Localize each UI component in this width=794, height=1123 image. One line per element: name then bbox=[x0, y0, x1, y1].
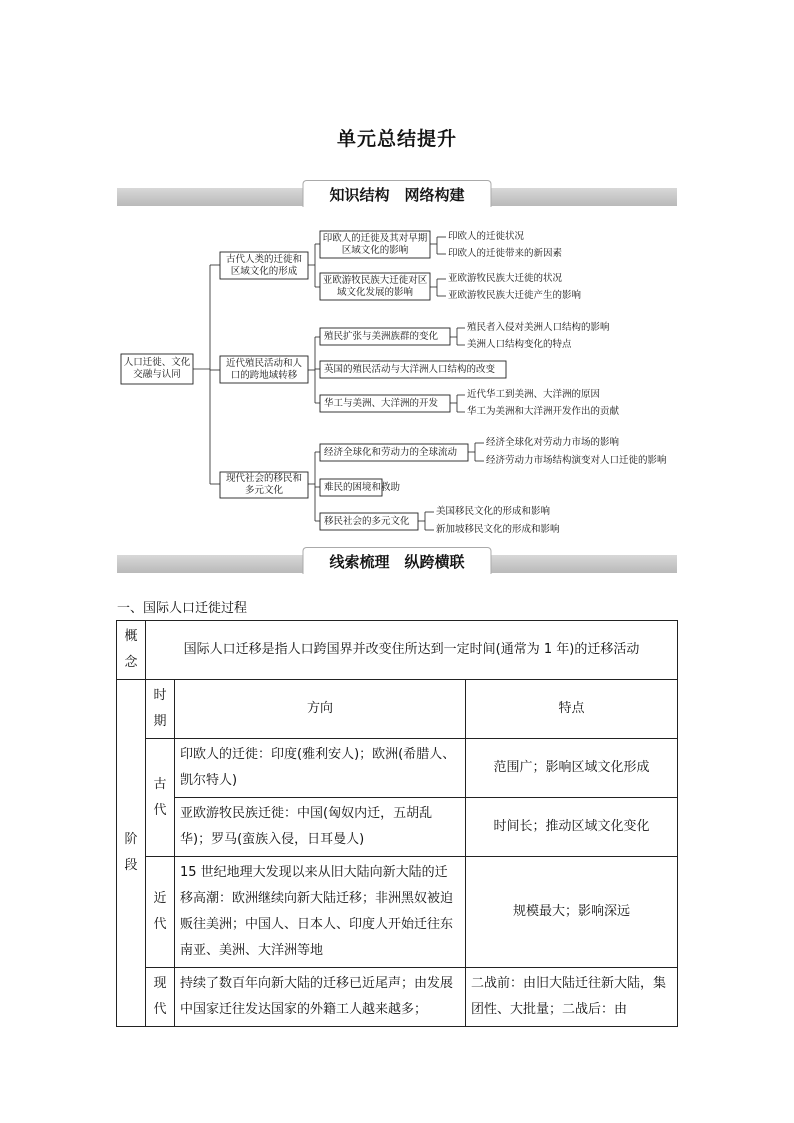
concept-text: 国际人口迁移是指人口跨国界并改变住所达到一定时间(通常为 1 年)的迁移活动 bbox=[146, 621, 678, 680]
header-direction: 方向 bbox=[175, 680, 466, 739]
mindmap-leaf: 美洲人口结构变化的特点 bbox=[467, 339, 572, 350]
section-heading: 一、国际人口迁徙过程 bbox=[117, 601, 248, 616]
mindmap-sub: 殖民扩张与美洲族群的变化 bbox=[324, 331, 439, 342]
table-row bbox=[117, 857, 678, 968]
mindmap-sub: 英国的殖民活动与大洋洲人口结构的改变 bbox=[324, 364, 496, 375]
mindmap-sub: 移民社会的多元文化 bbox=[324, 516, 410, 527]
banner-clue-combing bbox=[117, 547, 677, 577]
feature-cell: 范围广；影响区域文化形成 bbox=[466, 739, 678, 798]
mindmap-sub: 亚欧游牧民族大迁徙对区域文化发展的影响 bbox=[322, 275, 428, 298]
mindmap-sub: 难民的困境和救助 bbox=[324, 482, 401, 493]
period-ancient: 古代 bbox=[146, 739, 175, 857]
banner-label: 线索梳理 纵跨横联 bbox=[302, 547, 491, 574]
feature-cell: 二战前：由旧大陆迁往新大陆，集团性、大批量；二战后：由 bbox=[466, 968, 678, 1027]
mindmap-branch-contemporary: 现代社会的移民和多元文化 bbox=[225, 473, 302, 496]
concept-label: 概念 bbox=[117, 621, 146, 680]
direction-cell: 印欧人的迁徙：印度(雅利安人)；欧洲(希腊人、凯尔特人) bbox=[175, 739, 466, 798]
mindmap-leaf: 印欧人的迁徙状况 bbox=[448, 231, 525, 242]
mindmap-sub: 经济全球化和劳动力的全球流动 bbox=[324, 447, 458, 458]
mindmap-leaf: 亚欧游牧民族大迁徙产生的影响 bbox=[448, 290, 582, 301]
feature-cell: 时间长；推动区域文化变化 bbox=[466, 798, 678, 857]
mindmap-sub: 华工与美洲、大洋洲的开发 bbox=[324, 398, 439, 409]
mindmap-leaf: 经济劳动力市场结构演变对人口迁徙的影响 bbox=[486, 455, 667, 466]
period-contemporary: 现代 bbox=[146, 968, 175, 1027]
mindmap-leaf: 印欧人的迁徙带来的新因素 bbox=[448, 248, 563, 259]
table-row bbox=[117, 621, 678, 680]
stage-label: 阶段 bbox=[117, 680, 146, 1027]
header-feature: 特点 bbox=[466, 680, 678, 739]
table-row bbox=[117, 680, 678, 739]
mindmap-sub: 印欧人的迁徙及其对早期区域文化的影响 bbox=[322, 233, 428, 256]
mindmap-leaf: 殖民者入侵对美洲人口结构的影响 bbox=[467, 322, 610, 333]
feature-cell: 规模最大；影响深远 bbox=[466, 857, 678, 968]
direction-cell: 15 世纪地理大发现以来从旧大陆向新大陆的迁移高潮：欧洲继续向新大陆迁移；非洲黑奴被迫贩往美洲；中国人、日本人、印度人开始迁往东南亚、美洲、大洋洲等地 bbox=[175, 857, 466, 968]
table-row bbox=[117, 798, 678, 857]
table-row bbox=[117, 739, 678, 798]
mindmap-leaf: 亚欧游牧民族大迁徙的状况 bbox=[448, 273, 563, 284]
mindmap-leaf: 近代华工到美洲、大洋洲的原因 bbox=[467, 389, 601, 400]
migration-table bbox=[116, 620, 678, 1027]
mindmap-leaf: 新加坡移民文化的形成和影响 bbox=[436, 524, 560, 535]
mindmap-branch-modern-colonial: 近代殖民活动和人口的跨地域转移 bbox=[225, 358, 302, 381]
mindmap-leaf: 美国移民文化的形成和影响 bbox=[436, 506, 551, 517]
period-modern: 近代 bbox=[146, 857, 175, 968]
header-period: 时期 bbox=[146, 680, 175, 739]
page-title: 单元总结提升 bbox=[336, 128, 457, 150]
table-row bbox=[117, 968, 678, 1027]
banner-label: 知识结构 网络构建 bbox=[302, 180, 491, 207]
mindmap-leaf: 经济全球化对劳动力市场的影响 bbox=[486, 437, 620, 448]
mindmap-root: 人口迁徙、文化交融与认同 bbox=[123, 357, 191, 380]
mindmap-leaf: 华工为美洲和大洋洲开发作出的贡献 bbox=[467, 406, 620, 417]
direction-cell: 亚欧游牧民族迁徙：中国(匈奴内迁，五胡乱华)；罗马(蛮族入侵，日耳曼人) bbox=[175, 798, 466, 857]
mindmap-branch-ancient: 古代人类的迁徙和区域文化的形成 bbox=[225, 254, 302, 277]
direction-cell: 持续了数百年向新大陆的迁移已近尾声；由发展中国家迁往发达国家的外籍工人越来越多； bbox=[175, 968, 466, 1027]
